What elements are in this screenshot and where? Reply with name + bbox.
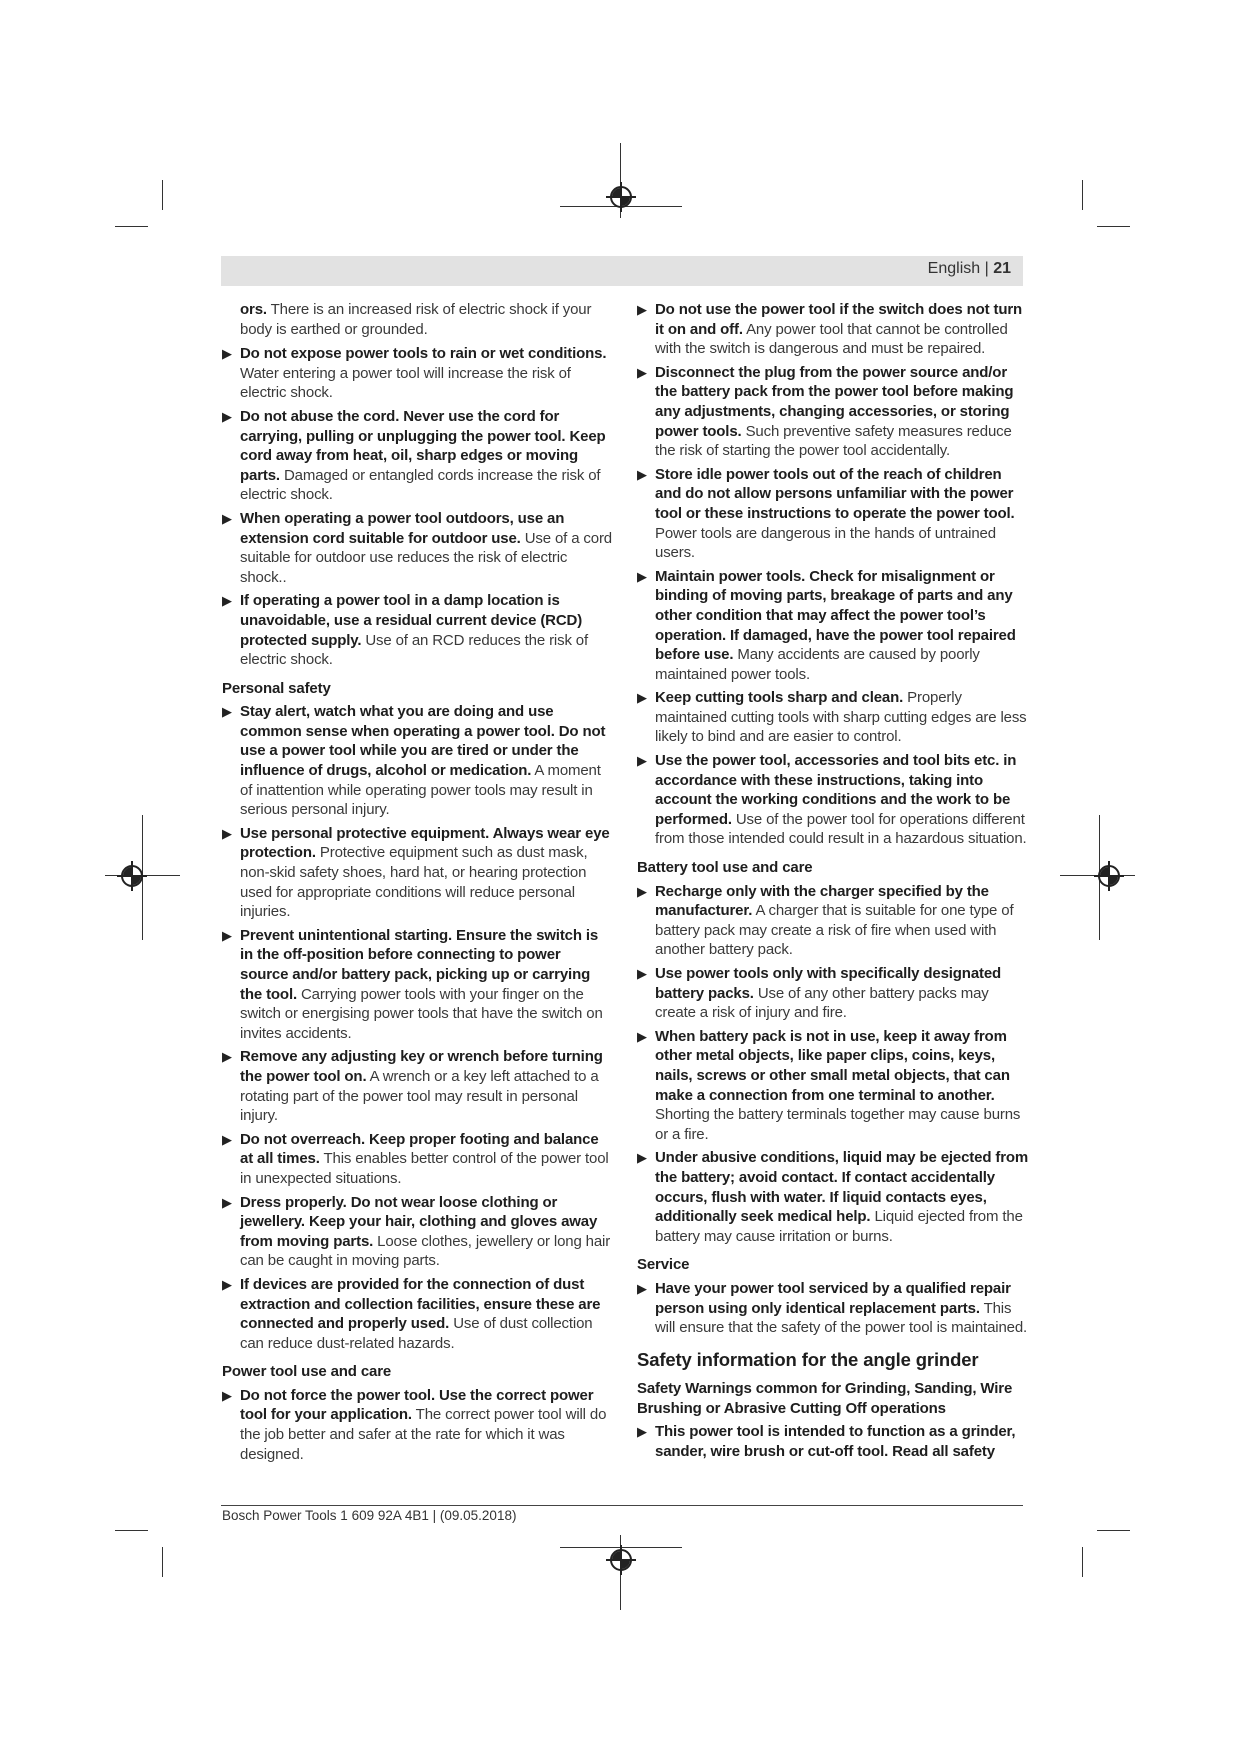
list-item <box>637 688 1029 747</box>
header-separator: | <box>980 260 994 277</box>
list-item <box>222 344 612 403</box>
intro-bold: ors. <box>240 301 267 318</box>
list-item <box>637 465 1029 563</box>
list-item <box>222 591 612 669</box>
item-bold-text: Stay alert, watch what you are doing and use common sense when operating a power tool. Do not use a power tool while you are tired or under the influence of drugs, alcohol or medication. <box>240 703 606 780</box>
item-bold-text: Under abusive conditions, liquid may be ejected from the battery; avoid contact. If contact accidentally occurs, flush with water. If liquid contacts eyes, additionally seek medical help. <box>655 1149 1029 1226</box>
item-body-text: Use of dust collection can reduce dust-related hazards. <box>240 1315 593 1352</box>
bullet-arrow-icon: ▶ <box>637 690 647 706</box>
subsection-title: Safety Warnings common for Grinding, Sanding, Wire Brushing or Abrasive Cutting Off operations <box>637 1380 1013 1417</box>
item-bold-text: Use power tools only with specifically designated battery packs. <box>655 965 1002 1002</box>
item-bold-text: Use the power tool, accessories and tool bits etc. in accordance with these instructions, taking into account the working conditions and the work to be performed. <box>655 752 1017 828</box>
item-body-text: Properly maintained cutting tools with sharp cutting edges are less likely to bind and are easier to control. <box>655 689 1027 746</box>
item-bold-text: Do not overreach. Keep proper footing and balance at all times. <box>240 1130 599 1168</box>
bullet-arrow-icon: ▶ <box>222 1194 232 1210</box>
power-tool-list-right <box>637 300 1029 849</box>
list-item <box>637 300 1029 359</box>
item-body-text: This will ensure that the safety of the power tool is maintained. <box>655 1299 1028 1337</box>
item-bold-text: Do not expose power tools to rain or wet conditions. <box>240 345 607 363</box>
item-bold-text: This power tool is intended to function as a grinder, sander, wire brush or cut-off tool. Read all safety <box>655 1423 1016 1461</box>
intro-paragraph <box>240 300 612 339</box>
item-body-text: The correct power tool will do the job better and safer at the rate for which it was designed. <box>240 1406 607 1463</box>
personal-safety-list <box>222 702 612 1353</box>
list-item <box>637 1422 1029 1461</box>
power-tool-list-left <box>222 1386 612 1464</box>
item-bold-text: Remove any adjusting key or wrench before turning the power tool on. <box>240 1048 603 1085</box>
bullet-arrow-icon: ▶ <box>222 408 232 424</box>
registration-mark-left-icon <box>121 865 143 887</box>
bullet-arrow-icon: ▶ <box>222 1049 232 1065</box>
list-item <box>637 751 1029 849</box>
list-item <box>222 1275 612 1353</box>
list-item <box>222 1130 612 1189</box>
crop-mark-top-right-v <box>1082 180 1083 210</box>
item-body-text: This enables better control of the power tool in unexpected situations. <box>240 1150 609 1187</box>
item-bold-text: Do not abuse the cord. Never use the cord for carrying, pulling or unplugging the power tool. Keep cord away from heat, oil, sharp edges or moving parts. <box>240 407 606 484</box>
crop-mark-top-left-v <box>162 180 163 210</box>
item-body-text: Any power tool that cannot be controlled with the switch is dangerous and must be repaired. <box>655 320 1008 358</box>
item-bold-text: Keep cutting tools sharp and clean. <box>655 689 904 707</box>
list-item <box>222 702 612 820</box>
crop-mark-bottom-left-h <box>115 1530 148 1531</box>
item-bold-text: Maintain power tools. Check for misalignment or binding of moving parts, breakage of parts and any other condition that may affect the power tool’s operation. If damaged, have the power tool repaired before use. <box>655 567 1016 664</box>
crop-mark-top-right-h <box>1097 226 1130 227</box>
registration-mark-right-icon <box>1098 865 1120 887</box>
battery-list <box>637 882 1029 1247</box>
registration-mark-top-icon <box>610 186 632 208</box>
item-body-text: Damaged or entangled cords increase the risk of electric shock. <box>240 466 601 504</box>
list-item <box>637 882 1029 960</box>
bullet-arrow-icon: ▶ <box>637 753 647 769</box>
section-title: Safety information for the angle grinder <box>637 1348 979 1370</box>
footer-text: Bosch Power Tools 1 609 92A 4B1 | (09.05.2018) <box>222 1508 517 1523</box>
item-body-text: Use of the power tool for operations different from those intended could result in a hazardous situation. <box>655 810 1027 848</box>
intro-text: There is an increased risk of electric shock if your body is earthed or grounded. <box>240 301 592 338</box>
bullet-arrow-icon: ▶ <box>222 927 232 943</box>
electrical-list <box>222 344 612 670</box>
item-body-text: Use of an RCD reduces the risk of electric shock. <box>240 631 589 669</box>
item-bold-text: Do not force the power tool. Use the correct power tool for your application. <box>240 1386 594 1424</box>
item-body-text: Use of a cord suitable for outdoor use reduces the risk of electric shock.. <box>240 529 612 586</box>
item-body-text: Many accidents are caused by poorly maintained power tools. <box>655 646 980 683</box>
list-item <box>222 926 612 1044</box>
item-bold-text: Disconnect the plug from the power source and/or the battery pack from the power tool before making any adjustments, changing accessories, or storing power tools. <box>655 363 1014 440</box>
bullet-arrow-icon: ▶ <box>222 510 232 526</box>
bullet-arrow-icon: ▶ <box>222 1276 232 1292</box>
item-body-text: Power tools are dangerous in the hands of untrained users. <box>655 524 996 562</box>
list-item <box>222 509 612 587</box>
bullet-arrow-icon: ▶ <box>637 466 647 482</box>
bullet-arrow-icon: ▶ <box>637 883 647 899</box>
right-column <box>637 300 1029 1466</box>
list-item <box>637 1279 1029 1338</box>
item-bold-text: When battery pack is not in use, keep it away from other metal objects, like paper clips, coins, keys, nails, screws or other small metal objects, that can make a connection from one terminal to another. <box>655 1027 1010 1104</box>
bullet-arrow-icon: ▶ <box>637 966 647 981</box>
bullet-arrow-icon: ▶ <box>222 1131 232 1147</box>
header-language: English <box>927 260 981 277</box>
crop-mark-bottom-right-h <box>1097 1530 1130 1531</box>
item-bold-text: Prevent unintentional starting. Ensure the switch is in the off-position before connecting to power source and/or battery pack, picking up or carrying the tool. <box>240 926 599 1003</box>
bullet-arrow-icon: ▶ <box>637 364 647 380</box>
bullet-arrow-icon: ▶ <box>222 593 232 609</box>
item-bold-text: Have your power tool serviced by a qualified repair person using only identical replacement parts. <box>655 1279 1011 1317</box>
list-item <box>637 1027 1029 1145</box>
page-header <box>221 256 1023 286</box>
bullet-arrow-icon: ▶ <box>637 1280 647 1296</box>
list-item <box>222 1386 612 1464</box>
item-body-text: Protective equipment such as dust mask, non-skid safety shoes, hard hat, or hearing protection used for appropriate conditions will reduce personal injuries. <box>240 844 588 921</box>
service-heading: Service <box>637 1256 690 1274</box>
list-item <box>222 1047 612 1125</box>
bullet-arrow-icon: ▶ <box>222 704 232 720</box>
bullet-arrow-icon: ▶ <box>637 1424 647 1440</box>
footer-rule <box>221 1505 1023 1506</box>
item-body-text: Loose clothes, jewellery or long hair can be caught in moving parts. <box>240 1232 611 1270</box>
item-bold-text: Store idle power tools out of the reach of children and do not allow persons unfamiliar with the power tool or these instructions to operate the power tool. <box>655 465 1015 522</box>
grinder-list <box>637 1422 1029 1461</box>
item-body-text: A moment of inattention while operating power tools may result in serious personal injury. <box>240 762 601 819</box>
bullet-arrow-icon: ▶ <box>637 1150 647 1166</box>
list-item <box>637 1148 1029 1246</box>
item-bold-text: Use personal protective equipment. Always wear eye protection. <box>240 824 610 862</box>
list-item <box>222 824 612 922</box>
registration-mark-bottom-icon <box>610 1549 632 1571</box>
crop-mark-bottom-left-v <box>162 1547 163 1577</box>
bullet-arrow-icon: ▶ <box>637 1028 647 1044</box>
item-body-text: A charger that is suitable for one type of battery pack may create a risk of fire when used with another battery pack. <box>655 902 1014 959</box>
item-body-text: A wrench or a key left attached to a rotating part of the power tool may result in personal injury. <box>240 1067 599 1125</box>
personal-safety-heading: Personal safety <box>222 679 331 697</box>
bullet-arrow-icon: ▶ <box>637 302 647 317</box>
crop-mark-bottom-right-v <box>1082 1547 1083 1577</box>
page-number: 21 <box>993 260 1011 277</box>
item-body-text: Liquid ejected from the battery may cause irritation or burns. <box>655 1208 1023 1245</box>
bullet-arrow-icon: ▶ <box>222 346 232 362</box>
list-item <box>637 567 1029 685</box>
item-bold-text: Do not use the power tool if the switch does not turn it on and off. <box>655 301 1023 338</box>
item-body-text: Carrying power tools with your finger on the switch or energising power tools that have the switch on invites accidents. <box>240 985 603 1042</box>
list-item <box>637 363 1029 461</box>
item-body-text: Such preventive safety measures reduce the risk of starting the power tool accidentally. <box>655 422 1012 460</box>
list-item <box>637 964 1029 1023</box>
bullet-arrow-icon: ▶ <box>637 568 647 584</box>
service-list <box>637 1279 1029 1338</box>
list-item <box>222 407 612 505</box>
item-body-text: Water entering a power tool will increase the risk of electric shock. <box>240 364 571 402</box>
item-bold-text: When operating a power tool outdoors, use an extension cord suitable for outdoor use. <box>240 509 565 547</box>
item-bold-text: Dress properly. Do not wear loose clothing or jewellery. Keep your hair, clothing and gloves away from moving parts. <box>240 1193 598 1250</box>
crop-mark-top-left-h <box>115 226 148 227</box>
bullet-arrow-icon: ▶ <box>222 825 232 841</box>
left-column <box>222 300 612 1468</box>
item-bold-text: Recharge only with the charger specified by the manufacturer. <box>655 882 989 920</box>
item-bold-text: If devices are provided for the connection of dust extraction and collection facilities, ensure these are connected and properly used. <box>240 1275 601 1333</box>
header-label <box>928 260 1023 278</box>
battery-heading: Battery tool use and care <box>637 859 813 877</box>
list-item <box>222 1193 612 1271</box>
item-bold-text: If operating a power tool in a damp location is unavoidable, use a residual current device (RCD) protected supply. <box>240 592 583 649</box>
bullet-arrow-icon: ▶ <box>222 1387 232 1403</box>
power-tool-heading: Power tool use and care <box>222 1363 392 1381</box>
item-body-text: Use of any other battery packs may create a risk of injury and fire. <box>655 984 989 1022</box>
item-body-text: Shorting the battery terminals together may cause burns or a fire. <box>655 1106 1021 1143</box>
